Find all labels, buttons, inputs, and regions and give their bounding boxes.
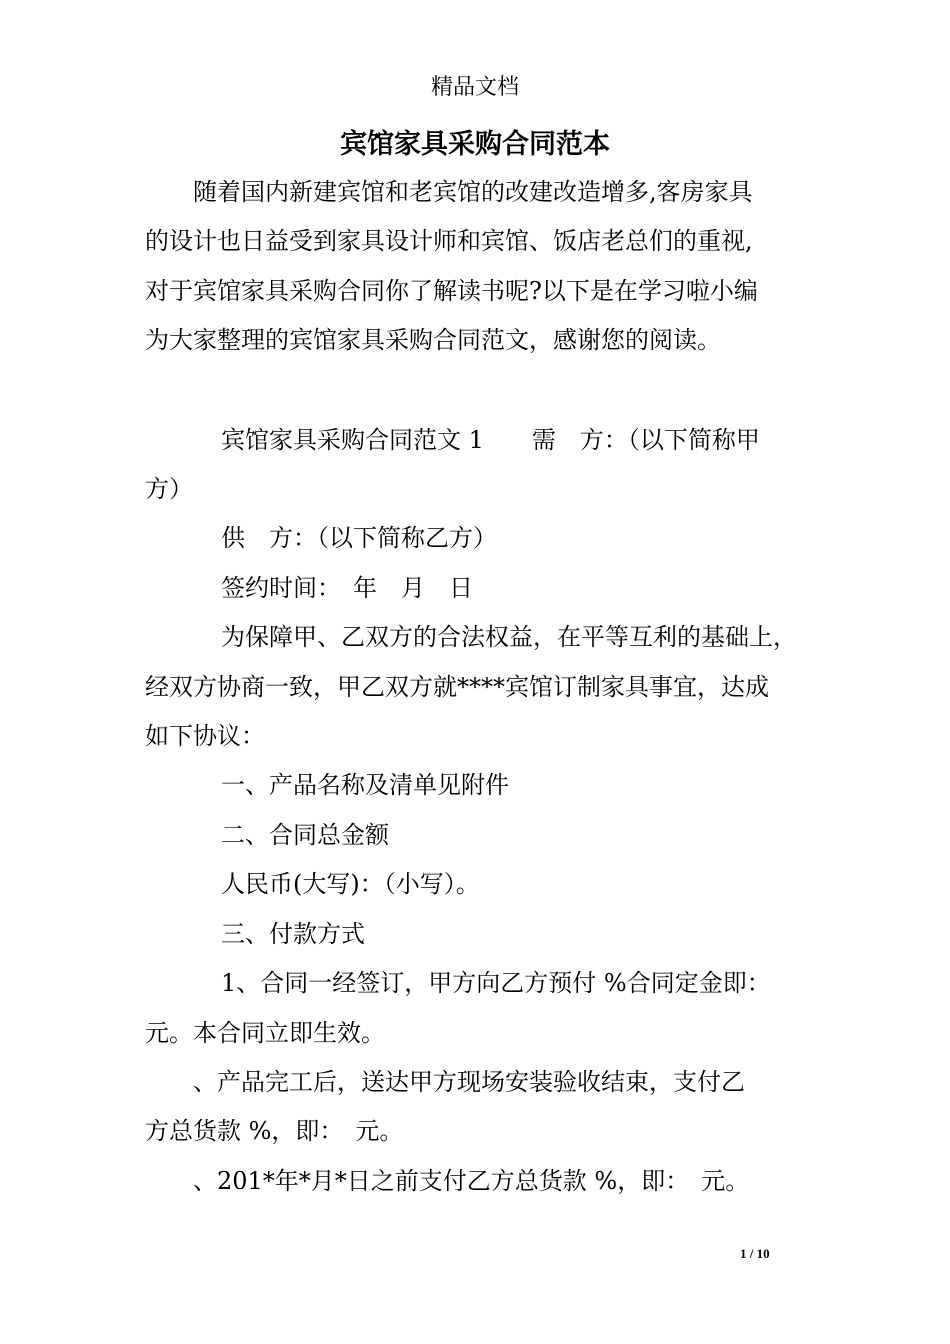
intro-line: 对于宾馆家具采购合同你了解读书呢?以下是在学习啦小编 bbox=[145, 276, 758, 305]
intro-line: 随着国内新建宾馆和老宾馆的改建改造增多,客房家具 bbox=[193, 178, 753, 206]
page-header: 精品文档 bbox=[430, 75, 519, 100]
payment-2-cont: 方总货款 %，即： 元。 bbox=[145, 1117, 404, 1146]
payment-1: 1、合同一经签订，甲方向乙方预付 %合同定金即： bbox=[221, 969, 771, 998]
clause-product: 一、产品名称及清单见附件 bbox=[221, 771, 509, 800]
intro-line: 为大家整理的宾馆家具采购合同范文，感谢您的阅读。 bbox=[145, 326, 721, 355]
purpose-line: 经双方协商一致，甲乙双方就****宾馆订制家具事宜，达成 bbox=[145, 672, 769, 701]
supplier-line: 供 方：（以下简称乙方） bbox=[221, 524, 497, 553]
clause-payment: 三、付款方式 bbox=[221, 919, 365, 948]
clause-total-amount: 二、合同总金额 bbox=[221, 820, 389, 849]
contract-heading: 宾馆家具采购合同范文 1 需 方：（以下简称甲 bbox=[221, 425, 760, 454]
page-number: 1 / 10 bbox=[740, 1246, 770, 1261]
document-title: 宾馆家具采购合同范本 bbox=[340, 129, 610, 160]
purpose-line: 如下协议： bbox=[145, 722, 265, 751]
sign-time-line: 签约时间： 年 月 日 bbox=[221, 573, 473, 602]
paragraph-gap bbox=[145, 366, 810, 416]
payment-1-cont: 元。本合同立即生效。 bbox=[145, 1018, 385, 1047]
payment-3: 、201*年*月*日之前支付乙方总货款 %，即： 元。 bbox=[193, 1166, 750, 1195]
document-body bbox=[145, 168, 810, 1206]
purpose-line: 为保障甲、乙双方的合法权益，在平等互利的基础上， bbox=[221, 623, 797, 652]
intro-line: 的设计也日益受到家具设计师和宾馆、饭店老总们的重视, bbox=[145, 227, 753, 256]
rmb-line: 人民币(大写)：（小写）。 bbox=[221, 870, 480, 899]
contract-heading-cont: 方） bbox=[145, 475, 193, 504]
payment-2: 、产品完工后，送达甲方现场安装验收结束，支付乙 bbox=[193, 1067, 745, 1096]
